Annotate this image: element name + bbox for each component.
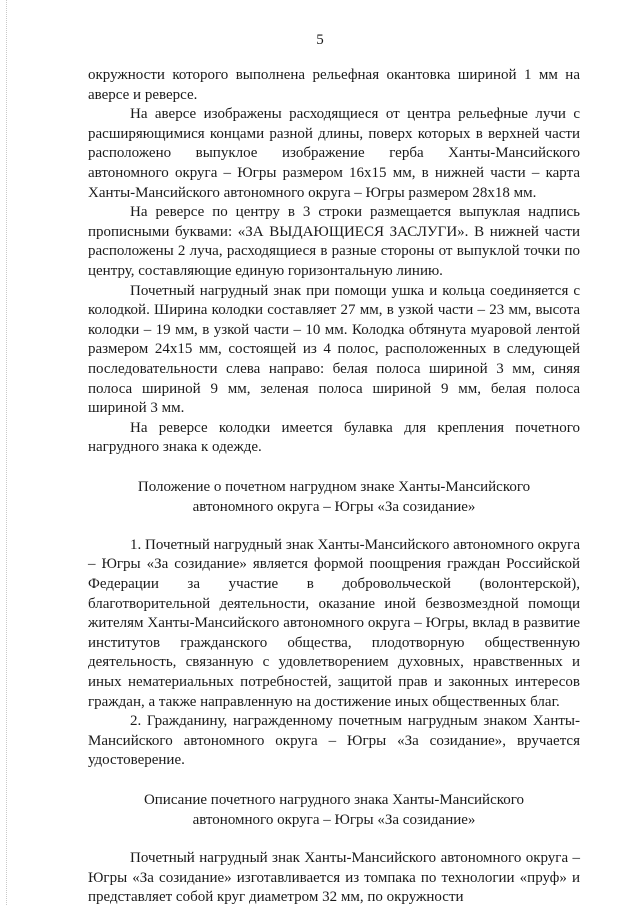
section-heading-regulation-line2: автономного округа – Югры «За созидание» [192, 498, 476, 515]
paragraph-reverse: На реверсе по центру в 3 строки размещается выпуклая надпись прописными буквами: «ЗА ВЫДАЮЩИЕСЯ ЗАСЛУГИ». В нижней части расположены 2 луча, расходящиеся в разные стороны от выпуклой точки по центру, составляющие единую горизонтальную линию. [88, 204, 580, 279]
paragraph-pin: На реверсе колодки имеется булавка для крепления почетного нагрудного знака к одежде. [88, 419, 580, 456]
section-heading-description [88, 790, 580, 830]
paragraph-ribbon-block: Почетный нагрудный знак при помощи ушка и кольца соединяется с колодкой. Ширина колодки составляет 27 мм, в узкой части – 23 мм, высота колодки – 19 мм, в узкой части – 10 мм. Колодка обтянута муаровой лентой размером 24x15 мм, состоящей из 4 полос, расположенных в следующей последовательности слева направо: белая полоса шириной 3 мм, синяя полоса шириной 9 мм, зеленая полоса шириной 9 мм, белая полоса шириной 3 мм. [88, 282, 580, 417]
description-paragraph: Почетный нагрудный знак Ханты-Мансийского автономного округа – Югры «За созидание» изготавливается из томпака по технологии «пруф» и представляет собой круг диаметром 32 мм, по окружности [88, 850, 580, 906]
regulation-item-2: 2. Гражданину, награжденному почетным нагрудным знаком Ханты-Мансийского автономного округа – Югры «За созидание», вручается удостоверение. [88, 713, 580, 769]
scan-edge-line [6, 0, 8, 905]
document-body [88, 66, 580, 908]
section-heading-description-line1: Описание почетного нагрудного знака Ханты-Мансийского [143, 792, 525, 808]
page-number: 5 [316, 32, 324, 48]
regulation-item-1: 1. Почетный нагрудный знак Ханты-Мансийского автономного округа – Югры «За созидание» является формой поощрения граждан Российской Федерации за участие в добровольческой (волонтерской), благотворительной деятельности, оказание иной безвозмездной помощи жителям Ханты-Мансийского автономного округа – Югры, вклад в развитие институтов гражданского общества, плодотворную общественную деятельность, связанную с удовлетворением духовных, нравственных и иных нематериальных потребностей, защитой прав и законных интересов граждан, а также направленную на достижение иных общественных благ. [88, 536, 580, 710]
paragraph-obverse: На аверсе изображены расходящиеся от центра рельефные лучи с расширяющимися концами разной длины, поверх которых в верхней части расположено выпуклое изображение герба Ханты-Мансийского автономного округа – Югры размером 16x15 мм, в нижней части – карта Ханты-Мансийского автономного округа – Югры размером 28x18 мм. [88, 106, 580, 201]
paragraph-continuation: окружности которого выполнена рельефная окантовка шириной 1 мм на аверсе и реверсе. [88, 67, 580, 103]
section-heading-regulation [88, 477, 580, 517]
section-heading-regulation-line1: Положение о почетном нагрудном знаке Ханты-Мансийского [137, 478, 531, 495]
section-heading-description-line2: автономного округа – Югры «За созидание» [192, 812, 476, 828]
